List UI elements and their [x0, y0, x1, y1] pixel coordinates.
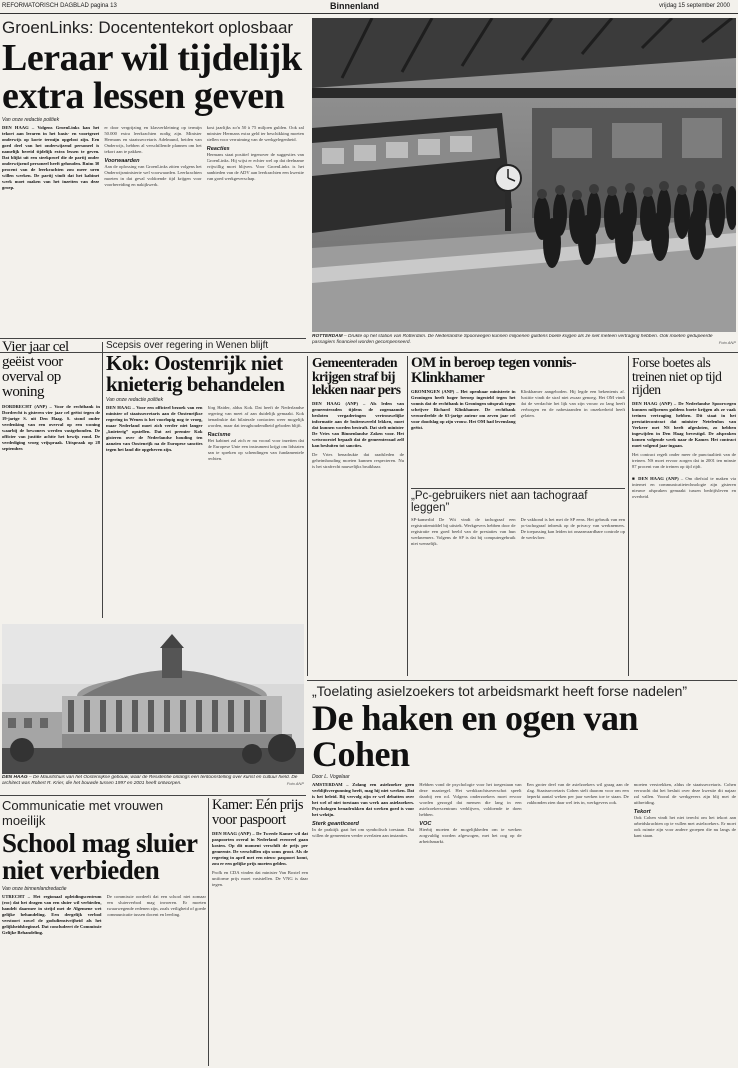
article-overval-text: DORDRECHT (ANP) – Voor de rechtbank in Dordrecht is gisteren vier jaar cel geëist tegen de 19-jarige S. uit Den Haag. S. stond onder verdenking van een overval op een woning waarbij de bewoners werden vastgebonden. De officier van justitie achtte het bewijs rond. De verdediging vroeg vrijspraak. Uitspraak op 28 september.	[2, 404, 100, 451]
section-name: Binnenland	[330, 1, 379, 11]
article-groenlinks-headline-2: extra lessen geven	[2, 75, 285, 117]
article-kok-kicker: Scepsis over regering in Wenen blijft	[106, 340, 269, 351]
article-cohen-col4b: Ook Cohen vindt het niet terecht om het tekort aan arbeidskrachten op te vullen met asielzoekers. Er moet ook ruimte zijn voor andere groepen die nu langs de kant staan.	[633, 815, 736, 838]
article-om-col2: Klinkhamer aangeboden. Hij legde een bekentenis af. Justitie vindt de straf niet zwaar genoeg. Het OM vindt dat de verdachte het lijk van zijn vrouw zo lang heeft verborgen en de nabestaanden in onzekerheid heeft gelaten.	[520, 389, 625, 418]
photo-building-caption-text: – De Mauritshuis van het Oostenrijkse gebouw, waar de Residentie onlangs een tentoonstelling over kunst en cultuur hield. De architect was Robert R. Krier, die het bouwde tussen 1997 en 2001 heeft ontworpen.	[2, 775, 298, 786]
article-boetes-bullet: ■ DEN HAAG (ANP) – Om diefstal te maken via internet en communicatietechnologie zijn gisteren nieuwe afspraken gemaakt tussen bedrijfsleven en overheid.	[632, 475, 736, 499]
article-boetes-text2: Het contract regelt onder meer de punctualiteit van de treinen. NS moet ervoor zorgen dat in 2001 ten minste 87 procent van de treinen op tijd rijdt.	[632, 451, 736, 469]
article-cohen-col1: AMSTERDAM – Zolang een asielzoeker geen verblijfsvergunning heeft, mag hij niet werken. Dat is het beleid. Bij vervolg zijn er wel debatten over het wel of niet toestaan van werk aan asielzoekers. Psychologen benadrukken dat werken goed is voor het welzijn.	[312, 782, 415, 817]
publication-date: vrijdag 15 september 2000	[658, 3, 730, 9]
article-groenlinks-col1: DEN HAAG – Volgens GroenLinks kan het tekort aan leraren in het basis- en voortgezet onderwijs op korte termijn opgelost zijn. Een goed deel van het onderwijzend personeel is namelijk bereid tijdelijk extra lessen te geven. Dat blijkt uit een steekproef die de partij onder onderwijzend personeel heeft gehouden. Ruim 30 procent van de leerkrachten zou meer uren willen werken. De partij vindt dat het kabinet werk moet maken van het inzetten van deze groep.	[2, 125, 100, 190]
article-sluier-headline-1: School mag sluier	[2, 828, 198, 858]
article-cohen-kicker: „Toelating asielzoekers tot arbeidsmarkt heeft forse nadelen”	[312, 683, 688, 699]
article-sluier-byline: Van onze binnenlandredactie	[2, 886, 67, 892]
article-cohen-col4: moeten verstrekken, aldus de staatssecretaris. Cohen verwacht dat het besluit over deze kwestie dit najaar zal vallen. Vooral de werkgevers zijn blij met de uitbreiding.	[633, 782, 736, 805]
article-cohen-headline: De haken en ogen van Cohen	[312, 698, 639, 774]
article-pc-tachograaf-col2: De vakbond is het met de SP eens. Het gebruik van een pc-tachograaf inbreuk op de privacy van werknemers. De toepassing kan leiden tot onaanvaardbare controle op de werkvloer.	[520, 517, 625, 540]
article-groenlinks-kicker: GroenLinks: Docententekort oplosbaar	[2, 18, 294, 37]
article-cohen	[312, 683, 736, 1066]
article-kok-byline: Van onze redactie politiek	[106, 397, 164, 403]
article-sluier-headline-2: niet verbieden	[2, 855, 160, 885]
article-sluier-kicker: Communicatie met vrouwen moeilijk	[2, 798, 164, 828]
article-groenlinks-byline: Van onze redactie politiek	[2, 117, 60, 123]
photo-building-credit: Foto ANP	[286, 781, 304, 786]
article-sluier	[2, 798, 206, 1066]
photo-train-credit: Foto ANP	[718, 340, 736, 345]
article-boetes-text: DEN HAAG (ANP) – De Nederlandse Spoorwegen kunnen miljoenen guldens boete krijgen als ze vaak treinen vertraging hebben. Dit staat in het prestatiecontract dat minister Netelenbos van Verkeer met NS heeft afgesloten, zo hebben ingewijden in Den Haag bevestigd. De afspraken komen volgende week naar de Kamer. Het contract moet volgend jaar ingaan.	[632, 400, 736, 448]
photo-train-station	[312, 18, 736, 332]
article-cohen-col1b: In de praktijk gaat het om symbolisch toestaan. Dat willen de gemeenten verder overlaten aan instanties.	[312, 827, 415, 838]
article-groenlinks-col3b: Hermans staat positief tegenover de suggesties van GroenLinks. Hij wijst er echter wel op dat deelname vrijwillig moet blijven. Voor GroenLinks is het aanbieden van de ADV aan leerkrachten een kwestie van goed werkgeverschap.	[206, 152, 304, 181]
article-pc-tachograaf	[411, 490, 625, 678]
article-kok-col1: DEN HAAG – Voor een officieel bezoek van een minister of staatssecretaris aan de Oostenrijkse regering in Wenen is het voorlopig nog te vroeg, maar Nederland moet zich verder niet langer „knieterig” opstellen. Dat zei premier Kok gisteren over de Nederlandse houding ten aanzien van Oostenrijk na de Europese sancties tegen het land die opgeheven zijn.	[106, 405, 203, 452]
article-cohen-col2: Hebben vond de psychologie voor het toegestaan van deze maatregel. Het werkkrachtsoverschot speelt daarbij een rol. Volgens onderzoekers moet ervoor worden gezorgd dat mensen die lang in een asielzoekerscentrum verblijven, voldoende te doen hebben.	[419, 782, 522, 817]
article-gemeenteraden-headline: Gemeenteraden krijgen straf bij lekken naar pers	[312, 356, 401, 397]
article-paspoort-headline: Kamer: Eén prijs voor paspoort	[212, 798, 304, 828]
article-groenlinks-col2: er door vergrijzing en klasverkleining op termijn 50.000 extra leerkrachten nodig zijn. Minister Hermans en staatssecretaris Adelmund, beiden van Onderwijs, hebben al verschillende plannen om het tekort aan te pakken.	[104, 125, 202, 154]
photo-train-caption	[312, 334, 736, 352]
article-overval	[2, 340, 100, 620]
article-groenlinks-headline-1: Leraar wil tijdelijk	[2, 37, 302, 79]
article-paspoort-text2: Profk en CDA vinden dat minister Van Boxtel een uniforme prijs moet vaststellen. De VNG is daar tegen.	[212, 870, 308, 887]
running-header-left: REFORMATORISCH DAGBLAD pagina 13	[2, 3, 117, 9]
article-cohen-col2b: Hierbij moeten de mogelijkheden om te werken zorgvuldig worden afgewogen, met het oog op de arbeidsmarkt.	[419, 827, 522, 844]
article-boetes-headline: Forse boetes als treinen niet op tijd rijden	[632, 356, 722, 397]
article-kok-subhead-racisme: Racisme	[207, 432, 231, 438]
article-groenlinks-subhead-voorwaarden: Voorwaarden	[104, 158, 140, 164]
article-paspoort-text: DEN HAAG (ANP) – De Tweede Kamer wil dat paspoorten overal in Nederland evenveel gaan kosten. Op dit moment verschilt de prijs per gemeente. De verschillen zijn soms groot. Als de regering in april met een nieuw paspoort komt, zou er een gelijke prijs moeten gelden.	[212, 831, 308, 866]
photo-building	[2, 624, 304, 774]
article-om-col1: GRONINGEN (ANP) – Het openbaar ministerie in Groningen heeft hoger beroep ingesteld tegen het vonnis dat de rechtbank in Groningen uitsprak tegen schrijver Richard Klinkhamer. De rechtbank veroordeelde de 63-jarige auteur om zeven jaar cel voor doodslag op zijn vrouw. Het OM had levenslang geëist.	[411, 389, 516, 430]
article-pc-tachograaf-col1: SP-kamerlid De Wit vindt de tachograaf een registratiemiddel bij uitstek. Werkgevers hebben door de registratie een goed beeld van de prestaties van hun werknemers. Volgens de SP is dat bij computergebruik niet wenselijk.	[411, 517, 516, 546]
photo-train-caption-text: – Drukte op het station van Rotterdam. De Nederlandse Spoorwegen kunnen miljoenen guldens boete krijgen als ze niet meteen vertraging hebben. Ook moeten gedupeerde passagiers financieel worden gecompenseerd.	[312, 334, 713, 345]
building-image	[2, 624, 304, 774]
article-cohen-subhead-tekort: Tekort	[633, 809, 651, 815]
article-om-headline: OM in beroep tegen vonnis-Klinkhamer	[411, 356, 577, 386]
bullet-square-icon: ■	[632, 475, 639, 481]
article-groenlinks-col3: kost jaarlijks zo'n 50 à 75 miljoen gulden. Ook zal minister Hermans extra geld ter beschikking moeten stellen voor verruiming van de werkgelegenheid.	[206, 125, 304, 142]
article-groenlinks-subhead-reacties: Reacties	[206, 146, 230, 152]
train-station-image	[312, 18, 736, 332]
article-pc-tachograaf-headline: „Pc-gebruikers niet aan tachograaf leggen”	[411, 490, 588, 514]
article-gemeenteraden-text2: De Vries benadrukte dat raadsleden de geheimhouding moeten kunnen respecteren. Nu is het strafrecht nauwelijks bruikbaar.	[312, 451, 404, 469]
article-gemeenteraden-text: DEN HAAG (ANP) – Als leden van gemeenteraden tijdens de zogenaamde besloten vergaderingen vertrouwelijke informatie aan de buitenwereld lekken, moet dat kunnen worden bestraft. Dat stelt minister De Vries van Binnenlandse Zaken voor. Het wetsvoorstel bepaalt dat de gemeenteraad zelf kan besluiten tot sancties.	[312, 400, 404, 448]
photo-train-caption-lead: ROTTERDAM	[312, 334, 343, 339]
photo-building-caption	[2, 775, 304, 793]
article-cohen-subhead-voc: VOC	[419, 821, 432, 827]
article-sluier-col1: UTRECHT – Het regionaal opleidingscentrum (roc) dat het dragen van een sluier wil verbieden, handelt daarmee in strijd met de Algemene wet gelijke behandeling. Een dergelijk verbod verstoort zowel de godsdienstvrijheid als het gelijkheidsbeginsel. Dat concludeert de Commissie Gelijke Behandeling.	[2, 894, 102, 935]
article-cohen-col3: Een groter deel van de asielzoekers wil graag aan de slag. Staatssecretaris Cohen stelt daarom voor om een beperkt aantal weken per jaar werken toe te staan. De vakbonden zien daar wel iets in, werkgevers ook.	[526, 782, 629, 805]
article-groenlinks-col2b: Aan de oplossing van GroenLinks zitten volgens het Onderwijsministerie wel voorwaarden. Leerkrachten moeten in dat geval voldoende tijd krijgen voor voorbereiding en nakijkwerk.	[104, 164, 202, 187]
article-boetes	[632, 356, 736, 676]
article-gemeenteraden	[312, 356, 404, 676]
photo-building-caption-lead: DEN HAAG	[2, 775, 28, 780]
article-kok-col2b: Het kabinet zal zich er nu vooral voor inzetten dat de Europese Unie een instrument krijgt om lidstaten aan te spreken op schendingen van fundamentele rechten.	[207, 438, 304, 461]
article-paspoort	[212, 798, 308, 1066]
article-kok	[106, 340, 304, 620]
article-cohen-subhead-1: Sterk geanticeerd	[312, 821, 359, 827]
article-groenlinks	[2, 18, 304, 334]
article-sluier-col2: De commissie oordeelt dat een school niet zomaar een sluierverbod mag invoeren. Er moeten zwaarwegende redenen zijn, zoals veiligheid of goede communicatie tussen docent en leerling.	[106, 894, 206, 917]
article-kok-col2: Jörg Haider, aldus Kok. Dat heeft de Nederlandse regering van meet af aan duidelijk gemaakt. Kok benadrukte dat bilaterale contacten weer mogelijk worden, maar dat terughoudendheid geboden blijft.	[207, 405, 304, 428]
article-cohen-byline: Door L. Vogelaar	[312, 774, 350, 780]
article-kok-headline: Kok: Oostenrijk niet knieterig behandelen	[106, 351, 285, 396]
article-om	[411, 356, 625, 486]
running-header	[0, 0, 738, 14]
article-overval-headline: Vier jaar cel geëist voor overval op woning	[2, 340, 69, 400]
